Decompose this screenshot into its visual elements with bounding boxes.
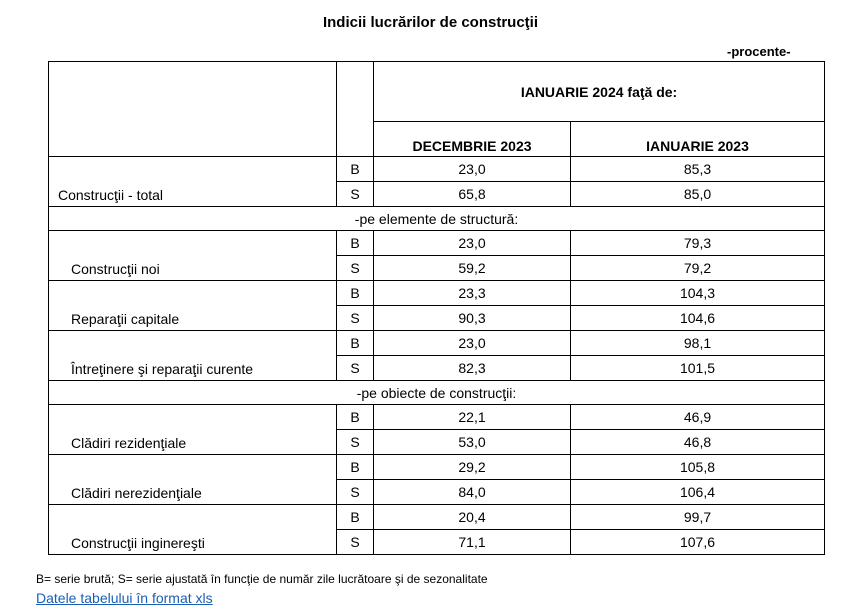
- row-label-text: Întreţinere şi reparaţii curente: [71, 361, 254, 377]
- row-label-text: Clădiri rezidenţiale: [71, 435, 187, 451]
- value-ian: 106,4: [571, 480, 825, 505]
- value-dec: 23,0: [374, 331, 571, 356]
- series-code: B: [337, 281, 374, 306]
- value-ian: 99,7: [571, 505, 825, 530]
- series-code: S: [337, 430, 374, 455]
- table-row: [49, 231, 825, 256]
- table-row: [49, 405, 825, 430]
- series-code: S: [337, 480, 374, 505]
- value-ian: 79,2: [571, 256, 825, 281]
- series-code: B: [337, 455, 374, 480]
- table-row: [49, 455, 825, 480]
- value-ian: 104,6: [571, 306, 825, 331]
- table-row: [49, 281, 825, 306]
- value-ian: 46,8: [571, 430, 825, 455]
- header-col-ian: IANUARIE 2023: [571, 122, 825, 157]
- series-code: B: [337, 505, 374, 530]
- table-row: [49, 157, 825, 182]
- value-dec: 82,3: [374, 356, 571, 381]
- row-label-text: Clădiri nerezidenţiale: [71, 485, 202, 501]
- table-row: [49, 505, 825, 530]
- row-label: [49, 405, 337, 455]
- table-row: [49, 331, 825, 356]
- section-header: -pe elemente de structură:: [49, 207, 825, 231]
- value-dec: 90,3: [374, 306, 571, 331]
- value-ian: 107,6: [571, 530, 825, 555]
- series-code: S: [337, 306, 374, 331]
- value-ian: 79,3: [571, 231, 825, 256]
- value-dec: 71,1: [374, 530, 571, 555]
- row-label: [49, 331, 337, 381]
- page-title: Indicii lucrărilor de construcţii: [322, 14, 539, 31]
- series-code: S: [337, 256, 374, 281]
- series-code: S: [337, 356, 374, 381]
- row-label: [49, 231, 337, 281]
- value-ian: 85,0: [571, 182, 825, 207]
- header-series-cell: [337, 62, 374, 157]
- row-label-text: Construcţii noi: [71, 261, 160, 277]
- unit-label: -procente-: [727, 44, 791, 59]
- series-code: B: [337, 157, 374, 182]
- value-dec: 53,0: [374, 430, 571, 455]
- series-code: B: [337, 231, 374, 256]
- value-ian: 101,5: [571, 356, 825, 381]
- xls-download-link[interactable]: Datele tabelului în format xls: [36, 590, 213, 606]
- header-group: IANUARIE 2024 faţă de:: [374, 62, 825, 122]
- value-dec: 84,0: [374, 480, 571, 505]
- value-ian: 105,8: [571, 455, 825, 480]
- row-label-text: Construcţii - total: [58, 187, 164, 203]
- value-dec: 23,0: [374, 231, 571, 256]
- value-ian: 85,3: [571, 157, 825, 182]
- row-label-text: Construcţii inginereşti: [71, 535, 205, 551]
- row-label-text: Reparaţii capitale: [71, 311, 180, 327]
- header-empty-cell: [49, 62, 337, 157]
- value-dec: 23,3: [374, 281, 571, 306]
- row-label: [49, 505, 337, 555]
- series-code: S: [337, 182, 374, 207]
- series-code: B: [337, 405, 374, 430]
- row-label: [49, 157, 337, 207]
- value-ian: 98,1: [571, 331, 825, 356]
- header-col-dec: DECEMBRIE 2023: [374, 122, 571, 157]
- row-label: [49, 281, 337, 331]
- section-header: -pe obiecte de construcţii:: [49, 381, 825, 405]
- value-dec: 65,8: [374, 182, 571, 207]
- value-ian: 104,3: [571, 281, 825, 306]
- value-dec: 22,1: [374, 405, 571, 430]
- footnote: B= serie brută; S= serie ajustată în funcţie de număr zile lucrătoare şi de sezonalitate: [36, 572, 488, 586]
- value-dec: 23,0: [374, 157, 571, 182]
- value-dec: 59,2: [374, 256, 571, 281]
- indices-table: [48, 61, 825, 555]
- series-code: S: [337, 530, 374, 555]
- value-dec: 29,2: [374, 455, 571, 480]
- value-ian: 46,9: [571, 405, 825, 430]
- series-code: B: [337, 331, 374, 356]
- value-dec: 20,4: [374, 505, 571, 530]
- row-label: [49, 455, 337, 505]
